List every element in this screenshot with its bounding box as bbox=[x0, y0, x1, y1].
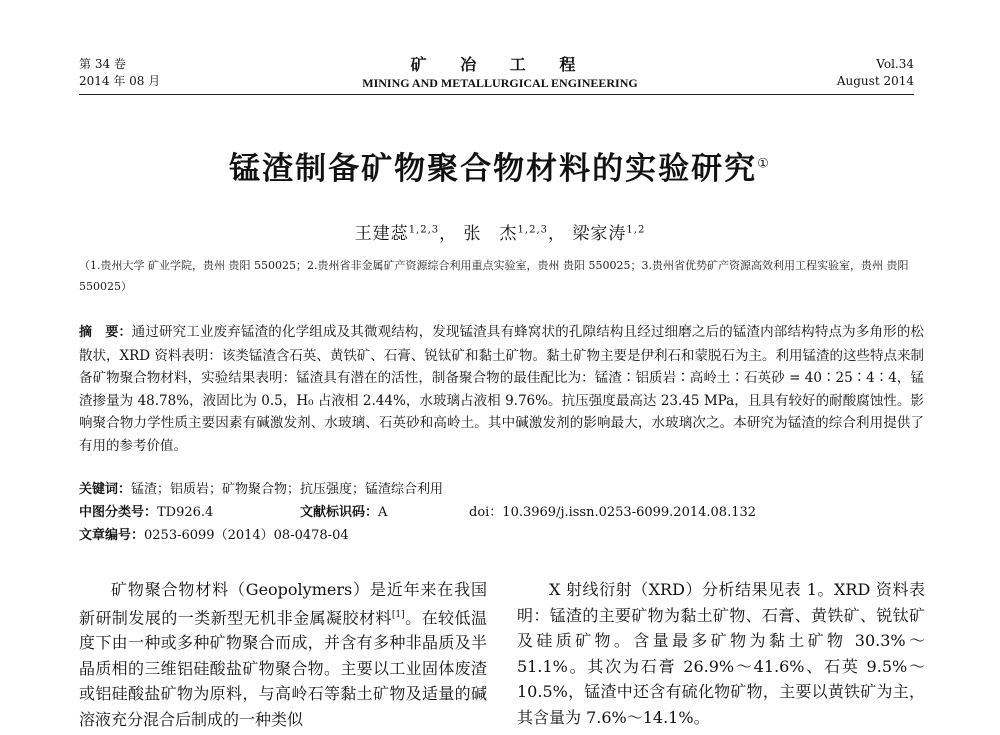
keywords bbox=[79, 480, 443, 500]
header-volume-en: Vol.34 bbox=[876, 57, 914, 71]
doi: doi：10.3969/j.issn.0253-6099.2014.08.132 bbox=[469, 505, 757, 520]
header-volume-cn: 第 34 卷 bbox=[79, 57, 126, 71]
abstract-text: 通过研究工业废弃锰渣的化学组成及其微观结构，发现锰渣具有蜂窝状的孔隙结构且经过细磨之后的锰渣内部结构特点为多角形的松散状，XRD 资料表明：该类锰渣含石英、黄铁矿、石膏、锐钛矿和黏土矿物。黏土矿物主要是伊利石和蒙脱石为主。利用锰渣的这些特点来制备矿物聚合物材料，实验结果表明：锰渣具有潜在的活性，制备聚合物的最佳配比为：锰渣∶铝质岩∶高岭土∶石英砂 = 40∶25∶4∶4，锰渣掺量为 48.78%，液固比为 0.5，H₀ 占液相 2.44%，水玻璃占液相 9.76%。抗压强度最高达 23.45 MPa，且具有较好的耐酸腐蚀性。影响聚合物力学性质主要因素有碱激发剂、水玻璃、石英砂和高岭土。其中碱激发剂的影响最大，水玻璃次之。本研究为锰渣的综合利用提供了有用的参考价值。 bbox=[79, 324, 924, 454]
keywords-label: 关键词： bbox=[79, 482, 132, 497]
abstract bbox=[79, 321, 924, 458]
paper-title-text: 锰渣制备矿物聚合物材料的实验研究 bbox=[229, 151, 758, 187]
author-name: 张 杰 bbox=[463, 224, 518, 244]
author-affiliation-marker: 1,2,3 bbox=[517, 224, 548, 236]
clc-number bbox=[79, 503, 213, 523]
clc-value: TD926.4 bbox=[157, 505, 214, 520]
body-right-text: X 射线衍射（XRD）分析结果见表 1。XRD 资料表明：锰渣的主要矿物为黏土矿物、石膏、黄铁矿、锐钛矿及硅质矿物。含量最多矿物为黏土矿物 30.3%～51.1%。其次为石膏 26.9%～41.6%、石英 9.5%～10.5%，锰渣中还含有硫化物矿物，主要以黄铁矿为主，其含量为 7.6%～14.1%。 bbox=[517, 580, 925, 727]
article-number-value: 0253-6099（2014）08-0478-04 bbox=[144, 528, 349, 543]
author-name: 王建蕊 bbox=[354, 224, 409, 244]
body-left-text-continued: 。在较低温度下由一种或多种矿物聚合而成，并含有多种非晶质及半晶质相的三维铝硅酸盐矿物聚合物。主要以工业固体废渣或铝硅酸盐矿物为原料，与高岭石等黏土矿物及适量的碱溶液充分混合后制成的一种类似 bbox=[79, 607, 487, 729]
body-column-left bbox=[79, 577, 487, 735]
header-rule bbox=[79, 94, 914, 95]
title-footnote-marker: ① bbox=[757, 156, 771, 172]
paper-title bbox=[0, 143, 1000, 188]
body-column-right bbox=[517, 577, 925, 735]
clc-label: 中图分类号： bbox=[79, 505, 158, 520]
document-code bbox=[300, 503, 387, 523]
article-number bbox=[79, 526, 349, 546]
body-left-text: 矿物聚合物材料（Geopolymers）是近年来在我国新研制发展的一类新型无机非金属凝胶材料 bbox=[79, 580, 487, 627]
affiliations: （1.贵州大学 矿业学院，贵州 贵阳 550025；2.贵州省非金属矿产资源综合利用重点实验室，贵州 贵阳 550025；3.贵州省优势矿产资源高效利用工程实验室，贵州 贵阳 550025） bbox=[79, 259, 909, 293]
document-code-label: 文献标识码： bbox=[300, 505, 379, 520]
author-list: 王建蕊$^{1,2,3}$， 张 杰$^{1,2,3}$， 梁家涛$^{1,2}$ bbox=[354, 224, 646, 244]
header-date-cn: 2014 年 08 月 bbox=[79, 74, 161, 88]
keywords-text: 锰渣；铝质岩；矿物聚合物；抗压强度；锰渣综合利用 bbox=[131, 482, 444, 497]
header-volume-date-en bbox=[837, 56, 914, 90]
author-affiliation-marker: 1,2,3 bbox=[408, 224, 440, 236]
journal-title-cn: 矿 冶 工 程 bbox=[410, 55, 590, 74]
document-code-value: A bbox=[378, 505, 388, 520]
abstract-label: 摘 要： bbox=[79, 325, 132, 340]
author-affiliation-marker: 1,2 bbox=[626, 224, 646, 236]
citation-marker: [1] bbox=[391, 609, 405, 620]
journal-title-en: MINING AND METALLURGICAL ENGINEERING bbox=[362, 76, 638, 90]
author-name: 梁家涛 bbox=[572, 224, 627, 244]
header-date-en: August 2014 bbox=[836, 74, 914, 88]
article-number-label: 文章编号： bbox=[79, 528, 145, 543]
classification-row bbox=[79, 503, 924, 523]
